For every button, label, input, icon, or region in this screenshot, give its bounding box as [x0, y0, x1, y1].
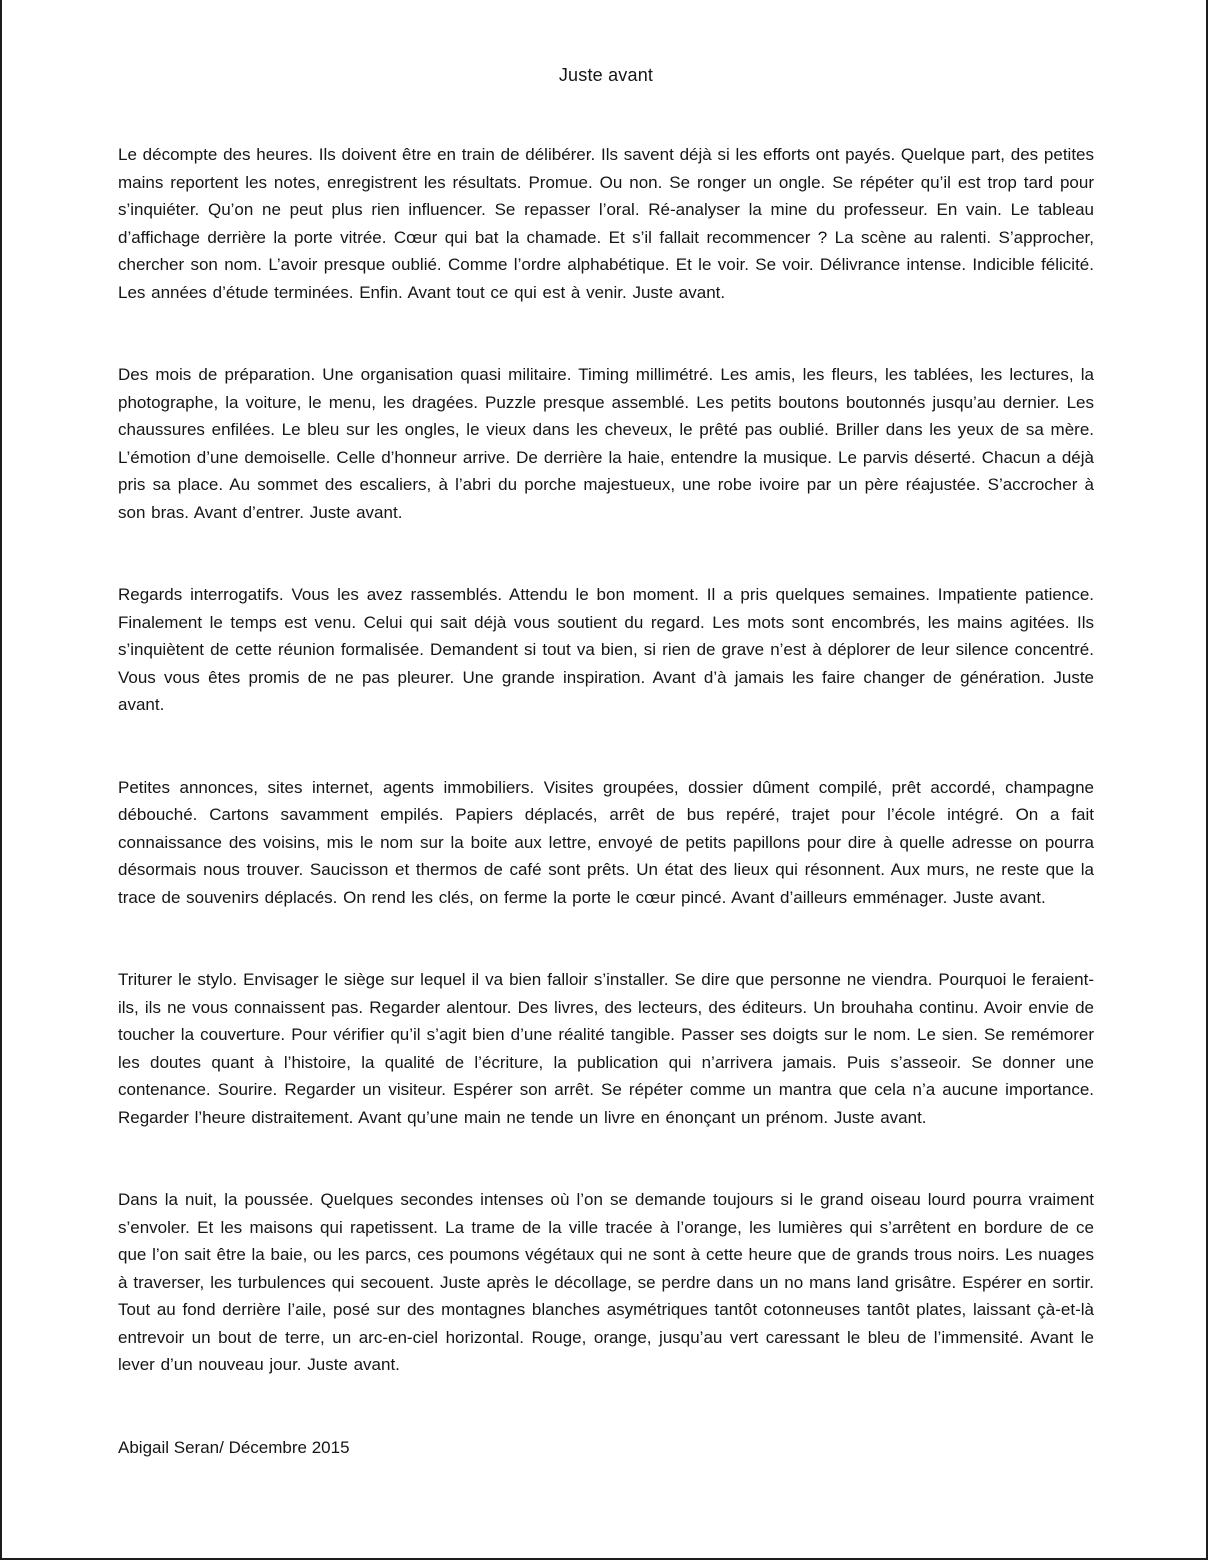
paragraph-4: Petites annonces, sites internet, agents immobiliers. Visites groupées, dossier dûment compilé, prêt accordé, champagne débouché. Cartons savamment empilés. Papiers déplacés, arrêt de bus repéré, trajet pour l’école intégré. On a fait connaissance des voisins, mis le nom sur la boite aux lettre, envoyé de petits papillons pour dire à quelle adresse on pourra désormais nous trouver. Saucisson et thermos de café sont prêts. Un état des lieux qui résonnent. Aux murs, ne reste que la trace de souvenirs déplacés. On rend les clés, on ferme la porte le cœur pincé. Avant d’ailleurs emménager. Juste avant.: [118, 777, 1094, 907]
paragraph-5: Triturer le stylo. Envisager le siège sur lequel il va bien falloir s’installer. Se dire que personne ne viendra. Pourquoi le feraient-ils, ils ne vous connaissent pas. Regarder alentour. Des livres, des lecteurs, des éditeurs. Un brouhaha continu. Avoir envie de toucher la couverture. Pour vérifier qu’il s’agit bien d’une réalité tangible. Passer ses doigts sur le nom. Le sien. Se remémorer les doutes quant à l’histoire, la qualité de l’écriture, la publication qui n’arrivera jamais. Puis s’asseoir. Se donner une contenance. Sourire. Regarder un visiteur. Espérer son arrêt. Se répéter comme un mantra que cela n’a aucune importance. Regarder l’heure distraitement. Avant qu’une main ne tende un livre en énonçant un prénom. Juste avant.: [118, 970, 1094, 1127]
author-date-line: Abigail Seran/ Décembre 2015: [118, 1437, 350, 1457]
paragraph-1: Le décompte des heures. Ils doivent être en train de délibérer. Ils savent déjà si les efforts ont payés. Quelque part, des petites mains reportent les notes, enregistrent les résultats. Promue. Ou non. Se ronger un ongle. Se répéter qu’il est trop tard pour s’inquiéter. Qu’on ne peut plus rien influencer. Se repasser l’oral. Ré-analyser la mine du professeur. En vain. Le tableau d’affichage derrière la porte vitrée. Cœur qui bat la chamade. Et s’il fallait recommencer ? La scène au ralenti. S’approcher, chercher son nom. L’avoir presque oublié. Comme l’ordre alphabétique. Et le voir. Se voir. Délivrance intense. Indicible félicité. Les années d’étude terminées. Enfin. Avant tout ce qui est à venir. Juste avant.: [118, 145, 1094, 302]
document-content: [118, 0, 1094, 1461]
paragraph-3: Regards interrogatifs. Vous les avez rassemblés. Attendu le bon moment. Il a pris quelques semaines. Impatiente patience. Finalement le temps est venu. Celui qui sait déjà vous soutient du regard. Les mots sont encombrés, les mains agitées. Ils s’inquiètent de cette réunion formalisée. Demandent si tout va bien, si rien de grave n’est à déplorer de leur silence concentré. Vous vous êtes promis de ne pas pleurer. Une grande inspiration. Avant d’à jamais les faire changer de génération. Juste avant.: [118, 585, 1094, 714]
paragraph-2: Des mois de préparation. Une organisation quasi militaire. Timing millimétré. Les amis, les fleurs, les tablées, les lectures, la photographe, la voiture, le menu, les dragées. Puzzle presque assemblé. Les petits boutons boutonnés jusqu’au dernier. Les chaussures enfilées. Le bleu sur les ongles, le vieux dans les cheveux, le prêté pas oublié. Briller dans les yeux de sa mère. L’émotion d’une demoiselle. Celle d’honneur arrive. De derrière la haie, entendre la musique. Le parvis déserté. Chacun a déjà pris sa place. Au sommet des escaliers, à l’abri du porche majestueux, une robe ivoire par un père réajustée. S’accrocher à son bras. Avant d’entrer. Juste avant.: [118, 365, 1094, 522]
document-title: Juste avant: [558, 65, 654, 85]
paragraph-6: Dans la nuit, la poussée. Quelques secondes intenses où l’on se demande toujours si le grand oiseau lourd pourra vraiment s’envoler. Et les maisons qui rapetissent. La trame de la ville tracée à l’orange, les lumières qui s’arrêtent en bordure de ce que l’on sait être la baie, ou les parcs, ces poumons végétaux qui ne sont à cette heure que de grands trous noirs. Les nuages à traverser, les turbulences qui secouent. Juste après le décollage, se perdre dans un no mans land grisâtre. Espérer en sortir. Tout au fond derrière l’aile, posé sur des montagnes blanches asymétriques tantôt cotonneuses tantôt plates, laissant çà-et-là entrevoir un bout de terre, un arc-en-ciel horizontal. Rouge, orange, jusqu’au vert caressant le bleu de l’immensité. Avant le lever d’un nouveau jour. Juste avant.: [118, 1190, 1094, 1374]
